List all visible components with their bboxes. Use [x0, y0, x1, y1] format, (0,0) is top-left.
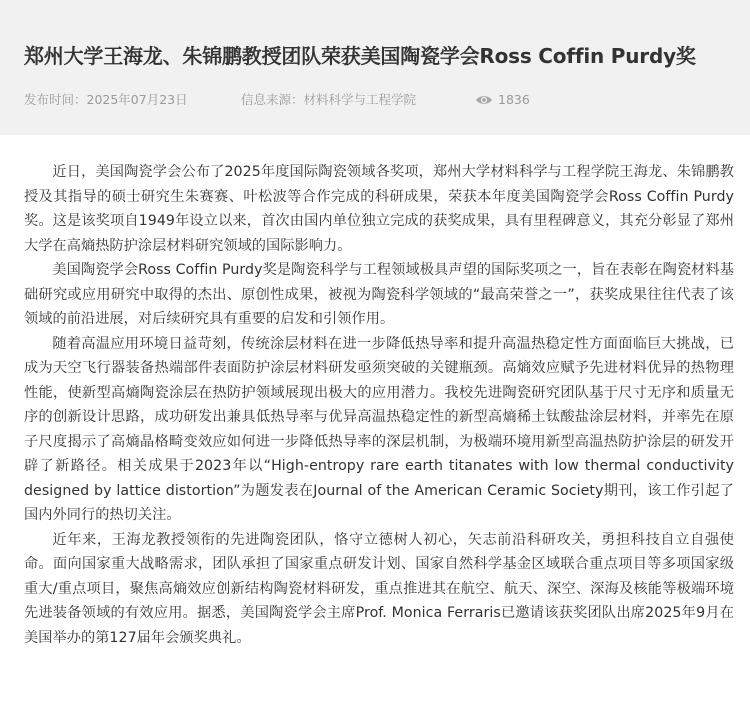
view-count [475, 91, 530, 109]
eye-icon [475, 94, 493, 106]
article-paragraph-4: 近年来，王海龙教授领衔的先进陶瓷团队，恪守立德树人初心，矢志前沿科研攻关，勇担科技自立自强使命。面向国家重大战略需求，团队承担了国家重点研发计划、国家自然科学基金区域联合重点项目等多项国家级重大/重点项目，聚焦高熵效应创新结构陶瓷材料研发，重点推进其在航空、航天、深空、深海及核能等极端环境先进装备领域的有效应用。据悉，美国陶瓷学会主席Prof. Monica Ferraris已邀请该获奖团队出席2025年9月在美国举办的第127届年会颁奖典礼。 [24, 531, 734, 646]
article-paragraph-2: 美国陶瓷学会Ross Coffin Purdy奖是陶瓷科学与工程领域极具声望的国际奖项之一，旨在表彰在陶瓷材料基础研究或应用研究中取得的杰出、原创性成果，被视为陶瓷科学领域的“最高荣誉之一”，获奖成果往往代表了该领域的前沿进展，对后续研究具有重要的启发和引领作用。 [24, 262, 734, 327]
info-source: 信息来源：材料科学与工程学院 [241, 92, 417, 107]
article-paragraph-1: 近日，美国陶瓷学会公布了2025年度国际陶瓷领域各奖项，郑州大学材料科学与工程学院王海龙、朱锦鹏教授及其指导的硕士研究生朱赛赛、叶松波等合作完成的科研成果，荣获本年度美国陶瓷学会Ross Coffin Purdy奖。这是该奖项自1949年设立以来，首次由国内单位独立完成的获奖成果，具有里程碑意义，其充分彰显了郑州大学在高熵热防护涂层材料研究领域的国际影响力。 [24, 164, 734, 254]
article-header [0, 0, 750, 135]
article-paragraph-3: 随着高温应用环境日益苛刻，传统涂层材料在进一步降低热导率和提升高温热稳定性方面面临巨大挑战，已成为天空飞行器装备热端部件表面防护涂层材料研发亟须突破的关键瓶颈。高熵效应赋予先进材料优异的热物理性能，使新型高熵陶瓷涂层在热防护领域展现出极大的应用潜力。我校先进陶瓷研究团队基于尺寸无序和质量无序的创新设计思路，成功研发出兼具低热导率与优异高温热稳定性的新型高熵稀土钛酸盐涂层材料，并率先在原子尺度揭示了高熵晶格畸变效应如何进一步降低热导率的深层机制，为极端环境用新型高温热防护涂层的研发开辟了新路径。相关成果于2023年以“High-entropy rare earth titanates with low thermal conductivity designed by lattice distortion”为题发表在Journal of the American Ceramic Society期刊，该工作引起了国内外同行的热切关注。 [24, 335, 734, 523]
article-title: 郑州大学王海龙、朱锦鹏教授团队荣获美国陶瓷学会Ross Coffin Purdy奖 [24, 44, 696, 68]
view-count-value: 1836 [498, 92, 530, 107]
article-body [24, 160, 734, 650]
publish-date: 发布时间：2025年07月23日 [24, 92, 188, 107]
